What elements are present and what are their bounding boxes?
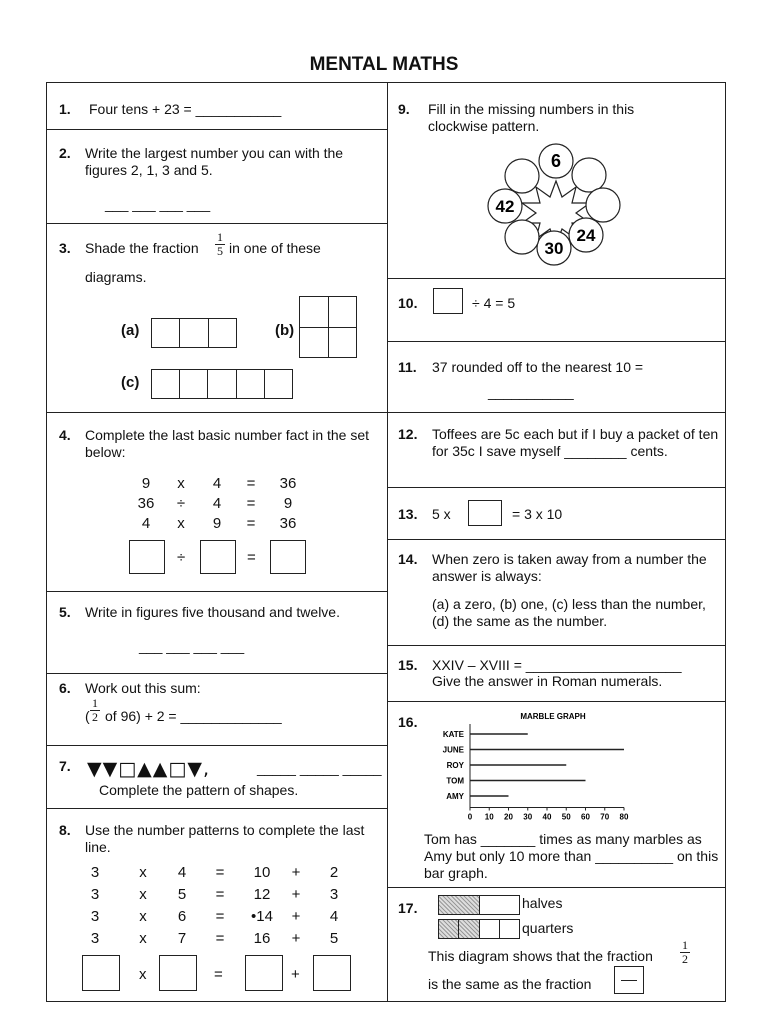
page-title: MENTAL MATHS	[309, 54, 459, 75]
number-6: 6	[550, 151, 562, 171]
question-text: Tom has _______ times as many marbles as Amy but only 10 more than __________ on this bar graph.	[424, 831, 719, 881]
question-text: 37 rounded off to the nearest 10 =	[432, 359, 644, 375]
question-number: 13.	[398, 506, 418, 522]
question-number: 2.	[59, 145, 71, 161]
question-text-cont: is the same as the fraction	[428, 976, 592, 992]
question-3	[46, 223, 388, 413]
question-number: 8.	[59, 822, 71, 838]
question-number: 4.	[59, 427, 71, 443]
question-text: Complete the pattern of shapes.	[99, 782, 299, 798]
question-text-cont: in one of these	[229, 240, 321, 256]
answer-box[interactable]	[200, 540, 236, 574]
question-number: 12.	[398, 426, 418, 442]
question-12	[387, 412, 726, 488]
diagram-label-b: (b)	[275, 322, 295, 339]
question-text: Shade the fraction	[85, 240, 199, 256]
operator: ÷	[177, 549, 186, 566]
question-number: 7.	[59, 758, 71, 774]
question-number: 15.	[398, 657, 418, 673]
question-16	[387, 701, 726, 888]
circle-lower-left	[505, 220, 539, 254]
x-tick-label: 80	[619, 812, 629, 822]
answer-blanks[interactable]: ___ ___ ___ ___	[139, 638, 245, 654]
x-tick-label: 60	[581, 812, 590, 822]
question-8	[46, 808, 388, 1002]
quarters-bar	[438, 919, 520, 939]
question-text: Write in figures five thousand and twelve.	[85, 604, 340, 620]
fact-row: 4 x 9 = 36	[141, 515, 297, 532]
question-text: Use the number patterns to complete the last line.	[85, 822, 365, 855]
paren: (	[85, 708, 90, 724]
x-tick-label: 0	[467, 812, 473, 822]
question-1	[46, 82, 388, 130]
question-text: When zero is taken away from a number the answer is always:	[432, 551, 707, 584]
question-number: 3.	[59, 240, 71, 256]
answer-fraction-box[interactable]	[614, 966, 644, 994]
pattern-row: 3 x 6 = •14 + 4	[90, 908, 339, 925]
diagram-label-a: (a)	[121, 322, 140, 339]
answer-box[interactable]	[159, 955, 197, 991]
pattern-row: 3 x 5 = 12 + 3	[90, 886, 339, 903]
x-tick-label: 50	[561, 812, 571, 822]
halves-label: halves	[522, 895, 563, 911]
question-6	[46, 673, 388, 746]
question-text-cont2: diagrams.	[85, 269, 147, 285]
question-9	[387, 82, 726, 279]
question-10	[387, 278, 726, 342]
x-tick-label: 70	[600, 812, 610, 822]
question-13	[387, 487, 726, 540]
x-tick-label: 40	[542, 812, 552, 822]
answer-box[interactable]	[129, 540, 165, 574]
question-11	[387, 341, 726, 413]
answer-box[interactable]	[82, 955, 120, 991]
diagram-b[interactable]	[299, 296, 357, 358]
equals-sign: =	[214, 966, 223, 983]
halves-bar	[438, 895, 520, 915]
circle-right	[586, 188, 620, 222]
question-text-cont: = 3 x 10	[512, 506, 563, 522]
fraction-one-half: $\frac{1}{2}$	[682, 938, 688, 966]
number-30: 30	[544, 239, 564, 258]
marble-bar-graph	[428, 708, 638, 826]
chart-title: MARBLE GRAPH	[520, 712, 586, 721]
answer-blanks[interactable]: ___ ___ ___ ___	[105, 196, 211, 212]
diagram-c[interactable]	[151, 369, 293, 399]
bar-label: KATE	[442, 730, 464, 739]
answer-box[interactable]	[468, 500, 502, 526]
question-number: 11.	[398, 359, 417, 375]
question-4	[46, 412, 388, 592]
answer-blank[interactable]: ___________	[488, 384, 574, 400]
question-5	[46, 591, 388, 674]
answer-box[interactable]	[313, 955, 351, 991]
clockwise-pattern-diagram	[486, 143, 626, 275]
plus-sign: +	[291, 966, 300, 983]
question-number: 16.	[398, 714, 418, 730]
bar-label: AMY	[446, 792, 464, 801]
question-number: 14.	[398, 551, 418, 567]
diagram-a[interactable]	[151, 318, 237, 348]
question-17	[387, 887, 726, 1002]
x-tick-label: 10	[484, 812, 494, 822]
question-number: 10.	[398, 295, 418, 311]
fact-row: 36 ÷ 4 = 9	[137, 495, 293, 512]
bar-label: JUNE	[442, 745, 464, 755]
answer-blanks[interactable]: _____ _____ _____	[257, 760, 382, 776]
circle-upper-right	[572, 158, 606, 192]
x-tick-label: 30	[523, 812, 533, 822]
quarters-label: quarters	[522, 920, 574, 936]
question-text-cont: Give the answer in Roman numerals.	[432, 673, 663, 689]
question-2	[46, 129, 388, 224]
pattern-row: 3 x 4 = 10 + 2	[90, 864, 339, 881]
x-tick-label: 20	[504, 812, 513, 822]
times-sign: x	[139, 966, 147, 983]
question-text-cont: of 96) + 2 = _____________	[105, 708, 282, 724]
question-text: Toffees are 5c each but if I buy a packet of ten for 35c I save myself ________ cents.	[432, 426, 719, 459]
fact-row: 9 x 4 = 36	[141, 475, 297, 492]
question-number: 1.	[59, 101, 71, 117]
pattern-row: 3 x 7 = 16 + 5	[90, 930, 339, 947]
fraction-one-half: $\frac{1}{2}$	[92, 696, 98, 724]
question-text: Write the largest number you can with the figures 2, 1, 3 and 5.	[85, 145, 344, 178]
bar-label: TOM	[446, 776, 464, 786]
question-7	[46, 745, 388, 809]
question-number: 9.	[398, 101, 410, 117]
circle-upper-left	[505, 159, 539, 193]
question-text: XXIV – XVIII = ____________________	[432, 657, 682, 673]
question-text: Four tens + 23 = ___________	[89, 101, 282, 117]
question-text: ÷ 4 = 5	[472, 295, 516, 311]
equals-sign: =	[247, 549, 256, 566]
number-24: 24	[576, 226, 596, 245]
question-15	[387, 645, 726, 702]
number-42: 42	[495, 197, 515, 216]
question-number: 6.	[59, 680, 71, 696]
question-number: 5.	[59, 604, 71, 620]
bar-label: ROY	[446, 761, 464, 770]
question-text: Work out this sum:	[85, 680, 201, 696]
answer-box[interactable]	[270, 540, 306, 574]
question-text: This diagram shows that the fraction	[428, 948, 653, 964]
question-number: 17.	[398, 900, 418, 916]
answer-box[interactable]	[433, 288, 463, 314]
question-text: 5 x	[432, 506, 451, 522]
question-text: Fill in the missing numbers in this clockwise pattern.	[428, 101, 635, 134]
question-14	[387, 539, 726, 646]
shape-pattern: ▼▼□▲▲□▼,	[87, 758, 211, 780]
fraction-one-fifth: $\frac{1}{5}$	[217, 230, 223, 258]
answer-options: (a) a zero, (b) one, (c) less than the number, (d) the same as the number.	[432, 596, 706, 629]
answer-box[interactable]	[245, 955, 283, 991]
question-text: Complete the last basic number fact in the set below:	[85, 427, 370, 460]
diagram-label-c: (c)	[121, 374, 140, 391]
